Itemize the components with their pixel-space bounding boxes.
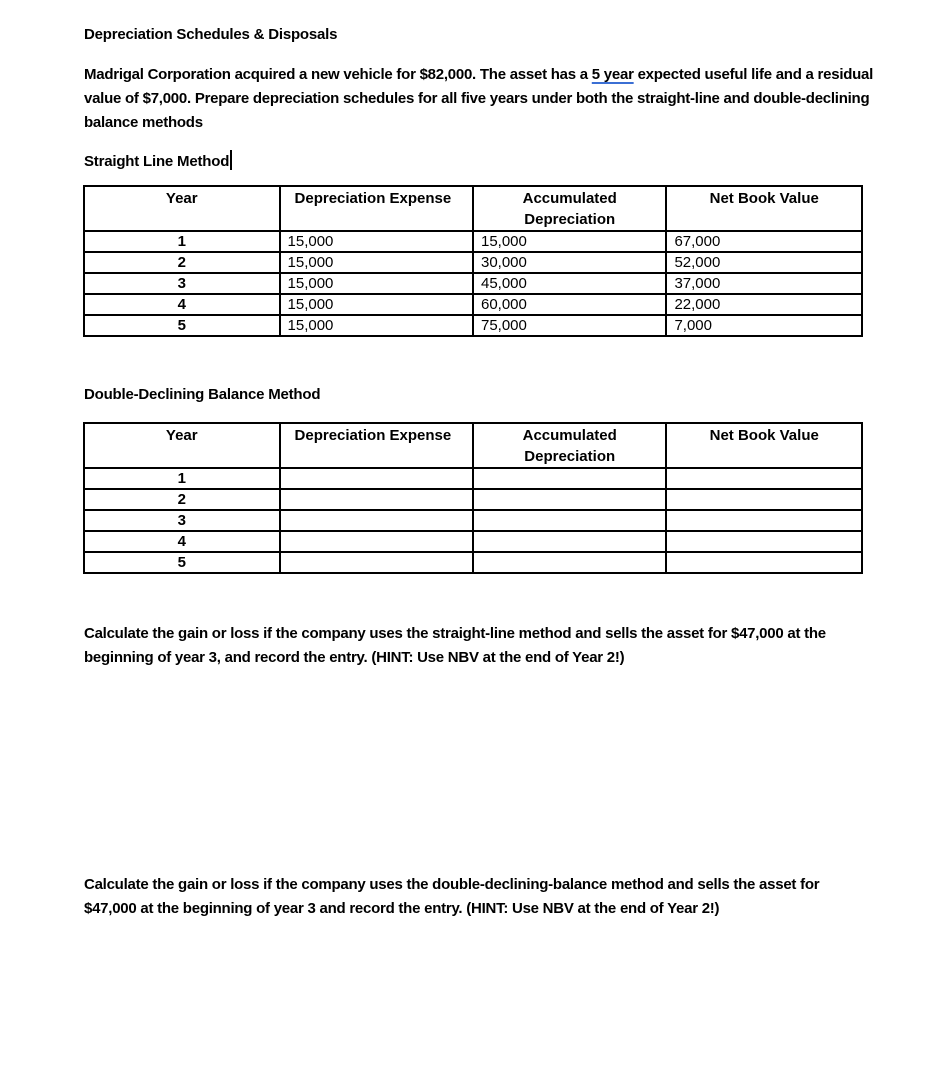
table-row <box>84 273 862 294</box>
cell-year[interactable]: 3 <box>84 510 280 531</box>
cell-accumulated[interactable] <box>473 468 666 489</box>
cell-nbv[interactable] <box>666 531 862 552</box>
cell-nbv[interactable] <box>666 510 862 531</box>
straight-line-heading-text: Straight Line Method <box>84 153 230 170</box>
cell-accumulated[interactable]: 30,000 <box>473 252 666 273</box>
cell-nbv[interactable]: 52,000 <box>666 252 862 273</box>
header-net-book-value: Net Book Value <box>666 423 862 468</box>
cell-year[interactable]: 2 <box>84 252 280 273</box>
cell-expense[interactable] <box>280 531 473 552</box>
cell-expense[interactable] <box>280 489 473 510</box>
cell-nbv[interactable]: 7,000 <box>666 315 862 336</box>
cell-expense[interactable]: 15,000 <box>280 294 473 315</box>
cell-year[interactable]: 5 <box>84 552 280 573</box>
grammar-flagged-text[interactable]: 5 year <box>591 66 634 83</box>
table-row <box>84 489 862 510</box>
cell-year[interactable]: 4 <box>84 531 280 552</box>
header-year: Year <box>84 186 280 231</box>
cell-year[interactable]: 3 <box>84 273 280 294</box>
cell-accumulated[interactable] <box>473 531 666 552</box>
cell-expense[interactable]: 15,000 <box>280 252 473 273</box>
cell-expense[interactable] <box>280 552 473 573</box>
header-depreciation-expense: Depreciation Expense <box>280 186 473 231</box>
cell-year[interactable]: 1 <box>84 231 280 252</box>
double-declining-heading: Double-Declining Balance Method <box>84 386 321 403</box>
cell-expense[interactable]: 15,000 <box>280 273 473 294</box>
cell-nbv[interactable] <box>666 552 862 573</box>
cell-expense[interactable]: 15,000 <box>280 315 473 336</box>
cell-nbv[interactable]: 37,000 <box>666 273 862 294</box>
cell-expense[interactable] <box>280 468 473 489</box>
straight-line-table <box>83 185 863 337</box>
header-accumulated-depreciation: Accumulated Depreciation <box>473 186 666 231</box>
question-ddb-disposal: Calculate the gain or loss if the company uses the double-declining-balance method and sells the asset for $47,000 at the beginning of year 3 and record the entry. (HINT: Use NBV at the end of Year 2!) <box>84 876 820 917</box>
cell-accumulated[interactable] <box>473 552 666 573</box>
header-net-book-value: Net Book Value <box>666 186 862 231</box>
cell-nbv[interactable]: 67,000 <box>666 231 862 252</box>
table-row <box>84 510 862 531</box>
intro-text-part2: expected useful life and a residual value of $7,000. Prepare depreciation schedules for all five years under both the straight-line and double-declining balance methods <box>84 66 874 131</box>
table-row <box>84 315 862 336</box>
problem-statement[interactable] <box>84 63 874 135</box>
table-row <box>84 468 862 489</box>
intro-text-part1: Madrigal Corporation acquired a new vehicle for $82,000. The asset has a <box>84 66 592 83</box>
cell-accumulated[interactable]: 75,000 <box>473 315 666 336</box>
table-row <box>84 531 862 552</box>
table-row <box>84 231 862 252</box>
header-accumulated-depreciation: Accumulated Depreciation <box>473 423 666 468</box>
cell-year[interactable]: 2 <box>84 489 280 510</box>
double-declining-table <box>83 422 863 574</box>
table-row <box>84 552 862 573</box>
cell-accumulated[interactable] <box>473 489 666 510</box>
cell-year[interactable]: 5 <box>84 315 280 336</box>
table-row <box>84 294 862 315</box>
cell-expense[interactable] <box>280 510 473 531</box>
text-cursor <box>230 150 232 170</box>
header-year: Year <box>84 423 280 468</box>
cell-accumulated[interactable] <box>473 510 666 531</box>
question-straight-line-disposal: Calculate the gain or loss if the company uses the straight-line method and sells the asset for $47,000 at the beginning of year 3, and record the entry. (HINT: Use NBV at the end of Year 2!) <box>84 625 826 666</box>
cell-accumulated[interactable]: 60,000 <box>473 294 666 315</box>
cell-nbv[interactable] <box>666 468 862 489</box>
cell-accumulated[interactable]: 15,000 <box>473 231 666 252</box>
cell-accumulated[interactable]: 45,000 <box>473 273 666 294</box>
document-title: Depreciation Schedules & Disposals <box>84 26 338 43</box>
table-header-row <box>84 423 862 468</box>
header-depreciation-expense: Depreciation Expense <box>280 423 473 468</box>
cell-nbv[interactable]: 22,000 <box>666 294 862 315</box>
cell-year[interactable]: 1 <box>84 468 280 489</box>
table-row <box>84 252 862 273</box>
straight-line-heading[interactable] <box>84 150 232 170</box>
table-header-row <box>84 186 862 231</box>
cell-nbv[interactable] <box>666 489 862 510</box>
cell-expense[interactable]: 15,000 <box>280 231 473 252</box>
cell-year[interactable]: 4 <box>84 294 280 315</box>
